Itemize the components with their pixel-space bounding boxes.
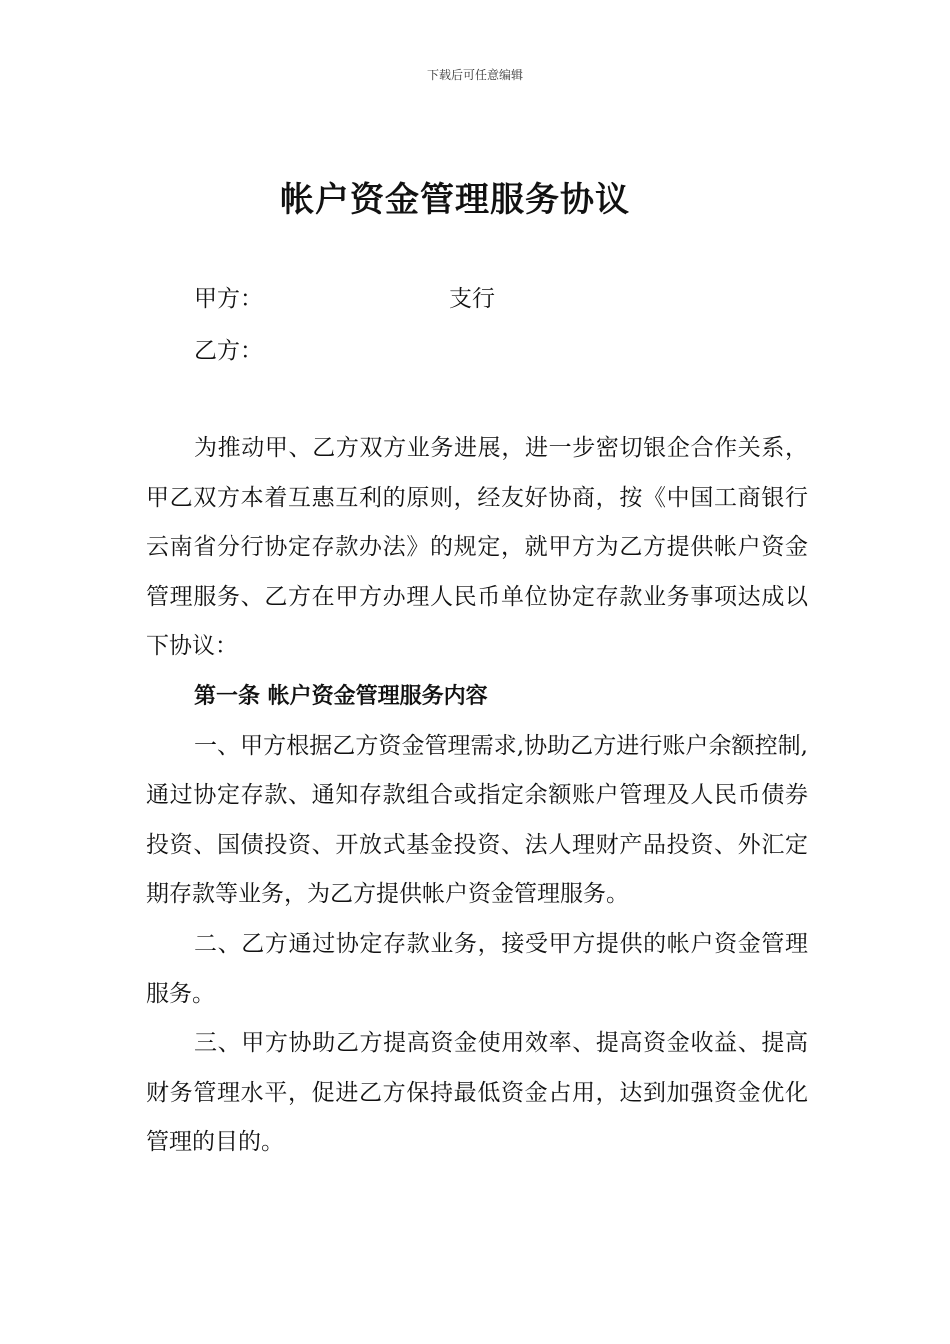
intro-paragraph: 为推动甲、乙方双方业务进展，进一步密切银企合作关系，甲乙双方本着互惠互利的原则，经友好协商，按《中国工商银行云南省分行协定存款办法》的规定，就甲方为乙方提供帐户资金管理服务、乙方在甲方办理人民币单位协定存款业务事项达成以下协议： (146, 435, 808, 660)
article-1-item-3: 三、甲方协助乙方提高资金使用效率、提高资金收益、提高财务管理水平，促进乙方保持最低资金占用，达到加强资金优化管理的目的。 (146, 1030, 808, 1156)
header-note: 下载后可任意编辑 (426, 68, 523, 82)
party-b-label: 乙方： (194, 338, 263, 364)
article-1-item-2: 二、乙方通过协定存款业务，接受甲方提供的帐户资金管理服务。 (146, 930, 808, 1007)
article-1-item-1: 一、甲方根据乙方资金管理需求,协助乙方进行账户余额控制,通过协定存款、通知存款组合或指定余额账户管理及人民币债券投资、国债投资、开放式基金投资、法人理财产品投资、外汇定期存款等业务，为乙方提供帐户资金管理服务。 (146, 732, 808, 908)
party-a-value: 支行 (449, 286, 495, 312)
article-1-heading: 第一条 帐户资金管理服务内容 (194, 683, 488, 709)
party-a-label: 甲方： (194, 286, 263, 312)
document-title: 帐户资金管理服务协议 (280, 180, 630, 220)
document-body (146, 424, 808, 1168)
